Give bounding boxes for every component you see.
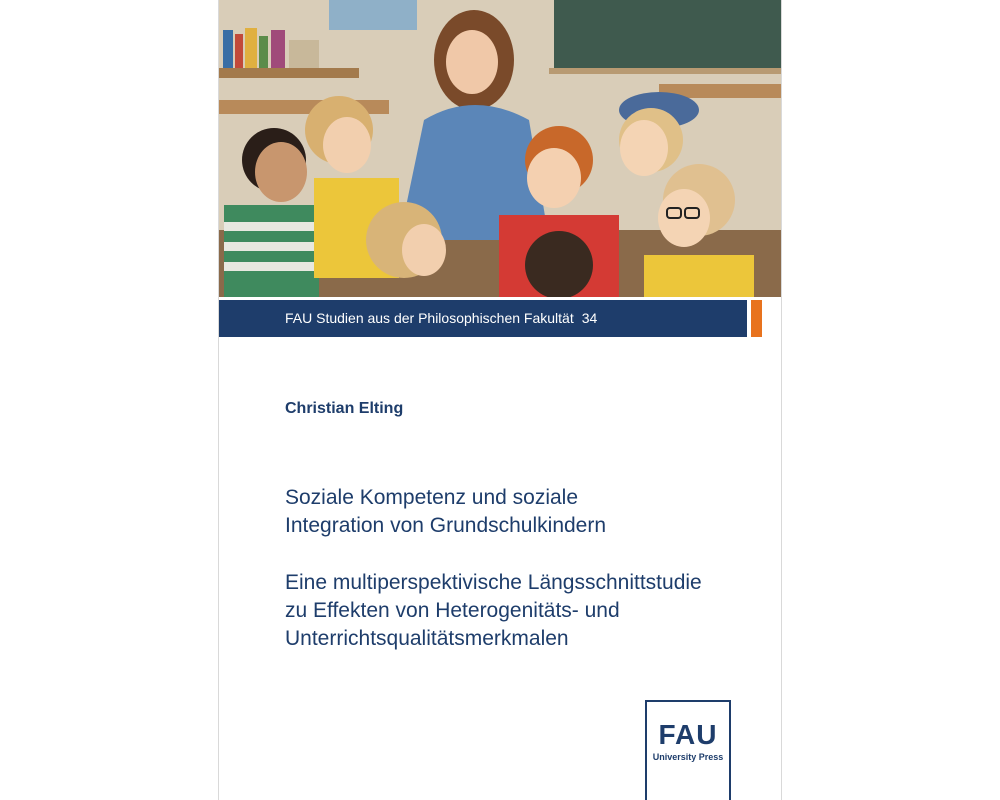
classroom-photo-illustration <box>219 0 782 297</box>
subtitle-line: Eine multiperspektivische Längsschnittstudie <box>285 571 702 594</box>
cover-photo-classroom <box>219 0 782 297</box>
chalkboard-ledge <box>549 68 782 74</box>
wall-poster <box>329 0 417 30</box>
logo-text: FAU <box>658 719 718 750</box>
fau-university-press-logo <box>645 700 731 800</box>
book <box>259 36 268 68</box>
chalkboard <box>554 0 782 72</box>
series-banner <box>219 300 747 337</box>
title-line: Soziale Kompetenz und soziale <box>285 486 579 509</box>
teacher-face <box>446 30 498 94</box>
storage-box <box>289 40 319 68</box>
child-face <box>620 120 668 176</box>
child-face <box>527 148 581 208</box>
book <box>223 30 233 68</box>
title-line: Integration von Grundschulkindern <box>285 514 607 537</box>
author-name: Christian Elting <box>285 400 404 417</box>
child-yellow-shirt <box>644 255 754 297</box>
child-face <box>402 224 446 276</box>
publisher-name: University Press <box>652 752 724 762</box>
book <box>271 30 285 68</box>
child-face <box>255 142 307 202</box>
subtitle-line: zu Effekten von Heterogenitäts- und <box>285 599 620 622</box>
bookshelf <box>219 68 359 78</box>
child-face <box>658 189 710 247</box>
book-cover <box>218 0 782 800</box>
subtitle-line: Unterrichtsqualitätsmerkmalen <box>285 627 569 650</box>
series-name: FAU Studien aus der Philosophischen Fakultät <box>285 310 574 326</box>
book-title <box>285 484 755 540</box>
book <box>245 28 257 68</box>
orange-accent-bar <box>751 300 762 337</box>
child-hair <box>525 231 593 297</box>
series-number: 34 <box>581 310 598 326</box>
book <box>235 34 243 68</box>
child-face <box>323 117 371 173</box>
book-subtitle <box>285 569 755 653</box>
